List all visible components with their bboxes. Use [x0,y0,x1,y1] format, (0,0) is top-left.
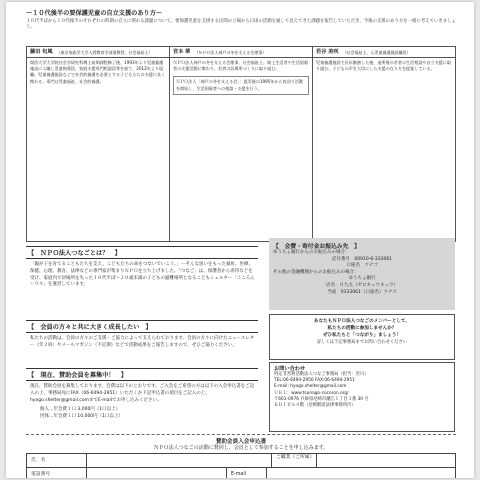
fee-individual: 個人…年会費１口 3,000円（1口以上） [40,407,121,413]
speaker-profile: 関西大学大学院社会学研究科博士前期課程修了後、1993年より児童養護施設に入職し児童指導員、家庭支援専門相談員等を経て、2012年より現職。児童養護施設などで社会的養護を必要とする子どもたちの支援に長く携わる。専門は児童福祉、社会的養護。 [30,60,166,84]
email-label: E-mail [227,468,267,478]
speaker-column-3 [313,47,455,241]
invite-line: 私たちの活動に参加しませんか？ [327,326,397,331]
members-section [26,320,258,350]
invite-line: あなたもＮＰＯ法人つなごのメンバーとして、 [313,319,411,324]
speaker-name: 藤田 旬風 [30,49,53,55]
contact-email[interactable]: E-mail: hyogo.shelter@gmail.com [274,384,347,390]
contact-line: 〒661-0976 兵庫県尼崎市潮江１丁目３番 30 号 [274,396,369,402]
payment-box [269,238,455,310]
payment-line: その他の金融機関からのお振込みの場合： [273,269,359,275]
speaker-role: （東京家政学大学人間教育学部准教授、社会福祉士） [56,50,153,55]
speaker-role: （社会福祉士、元児童養護施設職員） [342,50,411,55]
contact-box [269,362,455,432]
contact-title: お問い合わせ [274,366,306,372]
speaker-column-1 [27,47,170,241]
organization-note: ＮＰＯ法人「神戸の冬を支える会」：震災後の1995年から夜回り活動を開始し、生活困窮者への相談・支援を行う。 [173,76,309,94]
flyer-page [6,2,474,478]
contact-line: 特定非営利活動法人つなご事務局（担当：宮川） [274,372,369,377]
fees-section [26,368,258,421]
invite-sub: 詳しくは下記事務局までお問い合わせください [316,340,408,345]
speaker-profile: 児童養護施設で長年勤務した後、退所後の若者の生活相談や自立支援に取り組む。子どもの声を大切にした支援の在り方を提案している。 [316,60,452,72]
fees-title: 【 現在、賛助会員を募集中！ 】 [28,372,127,379]
section-title: 〜１０代後半の要保護児童の自立支援のあり方〜 [26,10,163,17]
members-title: 【 会員の方々と共に大きく成長したい 】 [28,324,152,331]
contact-line: ＫＤＩビル４階（尼崎駅前法律事務所内） [274,403,356,409]
payment-line: 当座 0333061（口座名）ツナゴ [327,289,397,295]
speaker-column-2 [170,47,313,241]
invite-line: ぜひ私たちと「つながり」ましょう！ [322,333,402,338]
name-field[interactable] [87,454,272,467]
form-title: 賛助会員入会申込書 [26,434,456,445]
speaker-columns [26,46,456,242]
section-intro: １０代半ばから１０代後半のそれぞれの時期の自立に関わる課題について、要保護児童を支援する民間の立場から日頃の活動を通して見えてきた課題を報告していただき、今後の支援のあり方を一緒に考えていきましょう。 [26,19,456,31]
payment-line: ゆうちょ銀行からのお振込みの場合： [273,250,350,255]
phone-label: 電話番号 [27,468,87,478]
name-label: 氏 名 [27,454,87,467]
speaker-name: 若谷 美咲 [316,49,339,55]
application-form [26,453,456,478]
contact-url[interactable]: ＵＲＬ：www.tsunago-cocoron.org/ [274,390,349,396]
speaker-name: 宮本 華 [173,49,191,55]
payment-line: 記号番号 00910-6-333061 [331,256,393,262]
occupation-label: ご職業（ご所属） [272,454,317,467]
occupation-field[interactable] [317,454,455,467]
payment-title: 【 会費・寄付金お振込み先 】 [273,244,360,250]
fees-body: 現在、賛助会員を募集しております。会費は以下のとおりです。ご入会をご希望の方は以下の入会申込書をご記入の上、事務局宛にFAX（06-6494-2951）いただくか下記申込書の項目をご記入の上、hyogo.shelter@gmail.comまでE-mailでお申し込みください。 [30,384,255,403]
phone-field[interactable] [87,468,227,478]
npo-body: 「親が子を育てることもたちを支え、こどもたちの命をつないでいこう。」ーそんな思いをもった福祉、医療、保健、心理、教育、法律などの専門家が集まりＮＰＯを立ち上げました。「つなご」は、保護者から虐待などを受け、家庭内で居場所を失った１０代半ば〜２０歳未満の子どもの避難場所となるこどもシェルター「こころんハウス」を運営しています。 [30,262,255,288]
npo-title: 【 ＮＰＯ法人つなごとは？ 】 [28,250,121,257]
invite-box [269,314,455,360]
members-body: 私たちの活動は、会員の方々のご支援・ご協力によって支えられております。会員の方々に向けたニュースレター（年２回）やメールマガジン（不定期）などで活動成果をご報告しますので、ぜひご協力ください。 [30,336,255,348]
payment-line: 口座名 ツナゴ [346,263,378,269]
payment-line: ゆうちょ銀行 [348,276,376,282]
contact-line: TEL:06-6494-2950 FAX:06-6494-2951 [274,378,355,384]
payment-line: 店名：０九九（ゼロキュウキュウ） [326,282,398,288]
npo-section [26,246,258,289]
speaker-role: （ＮＰＯ法人神戸の冬を支える会理事） [194,50,267,55]
speaker-profile: ＮＰＯ法人神戸の冬を支える会理事、社会福祉士。路上生活者や生活困窮者の支援活動に携わり、若者の居場所づくりに取り組む。 [173,60,309,72]
form-description: ＮＰＯ法人つなごの活動に賛同し、会員として参加することを申し込みます。 [153,445,329,451]
fee-group: 団体…年会費１口 10,000円（1口以上） [40,414,124,420]
speakers-section [26,8,456,32]
email-field[interactable] [267,468,455,478]
